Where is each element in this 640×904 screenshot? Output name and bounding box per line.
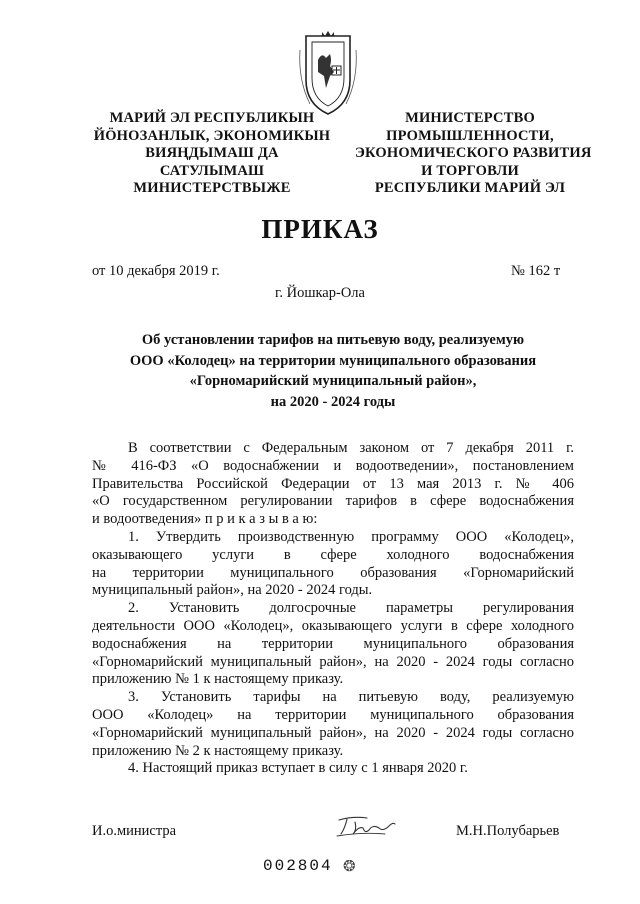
ministry-mari-line: ВИЯҢДЫМАШ ДА (145, 145, 279, 161)
ministry-name-russian (355, 110, 592, 198)
subject-line: «Горномарийский муниципальный район», (189, 373, 477, 389)
coat-of-arms-emblem (296, 30, 360, 118)
ministry-russian-line: ЭКОНОМИЧЕСКОГО РАЗВИТИЯ (355, 145, 592, 161)
body-line: приложению № 1 к настоящему приказу. (92, 671, 344, 688)
ministry-russian-line: ПРОМЫШЛЕННОСТИ, (386, 127, 554, 144)
body-line: водоснабжения на территории муниципального образования (92, 635, 574, 652)
body-line: муниципальный район», на 2020 - 2024 годы. (92, 582, 373, 599)
body-line: «Горномарийский муниципальный район», на 2020 - 2024 годы согласно (92, 653, 574, 670)
serial-ornament-icon: ❂ (343, 859, 356, 875)
signer-title: И.о.министра (92, 823, 177, 839)
body-line: № 416-ФЗ «О водоснабжении и водоотведении», постановлением (92, 457, 574, 474)
ministry-mari-line: САТУЛЫМАШ (159, 162, 265, 179)
subject-line: на 2020 - 2024 годы (270, 393, 396, 410)
city-name: г. Йошкар-Ола (275, 285, 365, 301)
body-line: на территории муниципального образования «Горномарийский (92, 564, 574, 581)
body-line: 4. Настоящий приказ вступает в силу с 1 января 2020 г. (128, 760, 468, 777)
ministry-mari-line: ЙӦНОЗАНЛЫК, ЭКОНОМИКЫН (93, 127, 331, 144)
order-date: от 10 декабря 2019 г. (92, 263, 220, 279)
body-line: 1. Утвердить производственную программу ООО «Колодец», (128, 528, 574, 545)
subject-line: Об установлении тарифов на питьевую воду, реализуемую (141, 332, 525, 348)
ministry-russian-line: И ТОРГОВЛИ (421, 162, 519, 179)
ministry-russian-line: МИНИСТЕРСТВО (405, 110, 535, 126)
subject-line: ООО «Колодец» на территории муниципального образования (129, 352, 537, 369)
body-line: 2. Установить долгосрочные параметры регулирования (128, 600, 574, 617)
body-line: деятельности ООО «Колодец», оказывающего услуги в сфере холодного (92, 617, 574, 634)
body-line: В соответствии с Федеральным законом от 7 декабря 2011 г. (128, 440, 574, 456)
body-line: 3. Установить тарифы на питьевую воду, реализуемую (128, 689, 574, 706)
body-line: оказывающего услуги в сфере холодного водоснабжения (92, 546, 574, 563)
body-line: Правительства Российской Федерации от 13 мая 2013 г. № 406 (92, 475, 574, 492)
serial-number: 002804 (263, 857, 333, 875)
body-line: ООО «Колодец» на территории муниципального образования (92, 706, 574, 723)
order-subject (92, 330, 574, 412)
ministry-name-mari (92, 110, 332, 198)
document-title: ПРИКАЗ (261, 214, 379, 244)
body-line: «О государственном регулировании тарифов в сфере водоснабжения (92, 493, 574, 510)
body-line: «Горномарийский муниципальный район», на 2020 - 2024 годы согласно (92, 724, 574, 741)
ministry-russian-line: РЕСПУБЛИКИ МАРИЙ ЭЛ (374, 180, 566, 196)
body-line: и водоотведения» п р и к а з ы в а ю: (92, 511, 318, 528)
signer-name: М.Н.Полубарьев (456, 823, 560, 839)
order-number: № 162 т (511, 263, 561, 279)
handwritten-signature (333, 812, 399, 840)
body-line: приложению № 2 к настоящему приказу. (92, 742, 344, 759)
order-body (92, 440, 574, 778)
ministry-mari-line: МИНИСТЕРСТВЫЖЕ (133, 180, 291, 196)
ministry-mari-line: МАРИЙ ЭЛ РЕСПУБЛИКЫН (109, 110, 315, 126)
